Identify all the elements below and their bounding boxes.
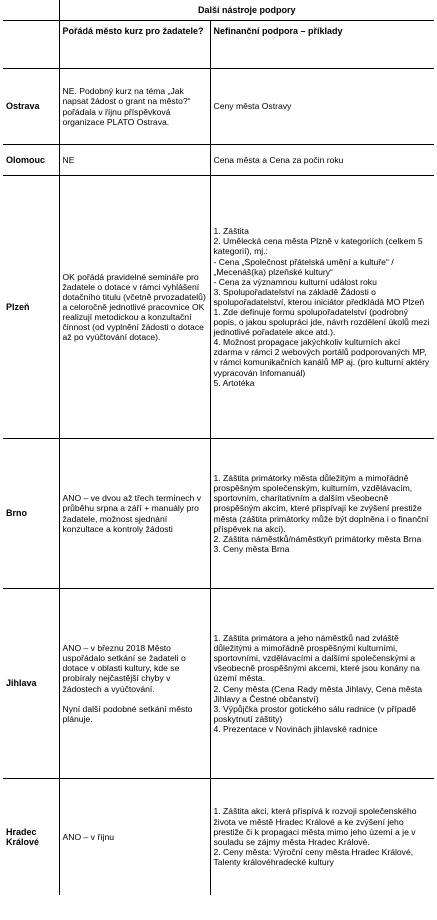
table-row-plzen	[3, 176, 434, 439]
city-name: Jihlava	[3, 589, 59, 779]
table-row-olomouc	[3, 145, 434, 176]
course-note: Nyní další podobné setkání město plánuje.	[62, 703, 193, 724]
table-row-jihlava	[3, 589, 434, 779]
course-cell: NE. Podobný kurz na téma „Jak napsat žádost o grant na město?“ pořádala v říjnu příspěvková organizace PLATO Ostrava.	[59, 69, 210, 145]
city-name: Olomouc	[3, 145, 59, 176]
city-name: Plzeň	[3, 176, 59, 439]
table-title-row	[3, 0, 434, 21]
column-header-support: Nefinanční podpora – příklady	[210, 21, 434, 69]
course-cell: NE	[59, 145, 210, 176]
support-cell: 1. Záštita primátorky města důležitým a mimořádně prospěšným společenským, kulturním, vzdělávacím, sportovním, charitativním a dalším všeobecně prospěšným akcím, které přispívají ke zvýšení prestiže města (záštita primátorky může být doplněna i o finanční příspěvek na akci). 2. Záštita náměstků/náměstkyň primátorky města Brna 3. Ceny města Brna	[210, 439, 434, 589]
empty-header-cell	[3, 21, 59, 69]
course-cell: ANO – ve dvou až třech termínech v průběhu srpna a září + manuály pro žadatele, možnost sjednání konzultace a kontroly žádosti	[59, 439, 210, 589]
course-cell	[59, 589, 210, 779]
column-header-row	[3, 21, 434, 69]
city-name: Ostrava	[3, 69, 59, 145]
city-name: Brno	[3, 439, 59, 589]
table-row-ostrava	[3, 69, 434, 145]
column-header-course: Pořádá město kurz pro žadatele?	[59, 21, 210, 69]
support-tools-table	[3, 0, 434, 895]
support-cell: 1. Záštita 2. Umělecká cena města Plzně v kategoriích (celkem 5 kategorií), mj.: - Cena „Společnost přátelská umění a kultuře“ / „Mecenáš(ka) plzeňské kultury“ - Cena za významnou kulturní událost roku 3. Spolupořadatelství na základě Žádosti o spolupořadatelství, kterou iniciátor předkládá MO Plzeň 1. Zde definuje formu spolupořadatelství (podrobný popis, o jakou spolupráci jde, návrh rozdělení úkolů mezi jednotlivé pořadatele akce atd.). 4. Možnost propagace jakýchkoliv kulturních akcí zdarma v rámci 2 webových portálů podporovaných MP, v rámci komunikačních kanálů MP aj. (pro kulturní aktéry vypracován Infomanuál) 5. Artotéka	[210, 176, 434, 439]
table-row-hradec-kralove	[3, 779, 434, 895]
empty-corner	[3, 0, 59, 21]
table-title: Další nástroje podpory	[59, 0, 434, 21]
course-cell: ANO – v říjnu	[59, 779, 210, 895]
course-text: ANO – v březnu 2018 Město uspořádalo setkání se žadateli o dotace v oblasti kultury, kde se probíraly nejčastější chyby v žádostech a vyúčtování.	[62, 643, 186, 694]
table-row-brno	[3, 439, 434, 589]
course-cell: OK pořádá pravidelné semináře pro žadatele o dotace v rámci vyhlášení dotačního titulu (včetně prvozadatelů) a celoročně jednotlivé pracovnice OK realizují metodickou a konzultační činnost (od vyplnění žádosti o dotace až po vyúčtování dotace).	[59, 176, 210, 439]
support-cell: 1. Záštita primátora a jeho náměstků nad zvláště důležitými a mimořádně prospěšnými kulturními, sportovními, vzdělávacími a dalšími společenskými a všeobecně prospěšnými akcemi, které jsou konány na území města. 2. Ceny města (Cena Rady města Jihlavy, Cena města Jihlavy a Čestné občanství) 3. Výpůjčka prostor gotického sálu radnice (v případě poskytnutí záštity) 4. Prezentace v Novinách jihlavské radnice	[210, 589, 434, 779]
support-cell: 1. Záštita akci, která přispívá k rozvoji společenského života ve městě Hradec Králové a ke zvýšení jeho prestiže či k propagaci města mimo jeho území a je v souladu se zájmy města Hradec Králové. 2. Ceny města: Výroční ceny města Hradec Králové, Talenty královéhradecké kultury	[210, 779, 434, 895]
city-name: Hradec Králové	[3, 779, 59, 895]
support-cell: Ceny města Ostravy	[210, 69, 434, 145]
support-cell: Cena města a Cena za počin roku	[210, 145, 434, 176]
